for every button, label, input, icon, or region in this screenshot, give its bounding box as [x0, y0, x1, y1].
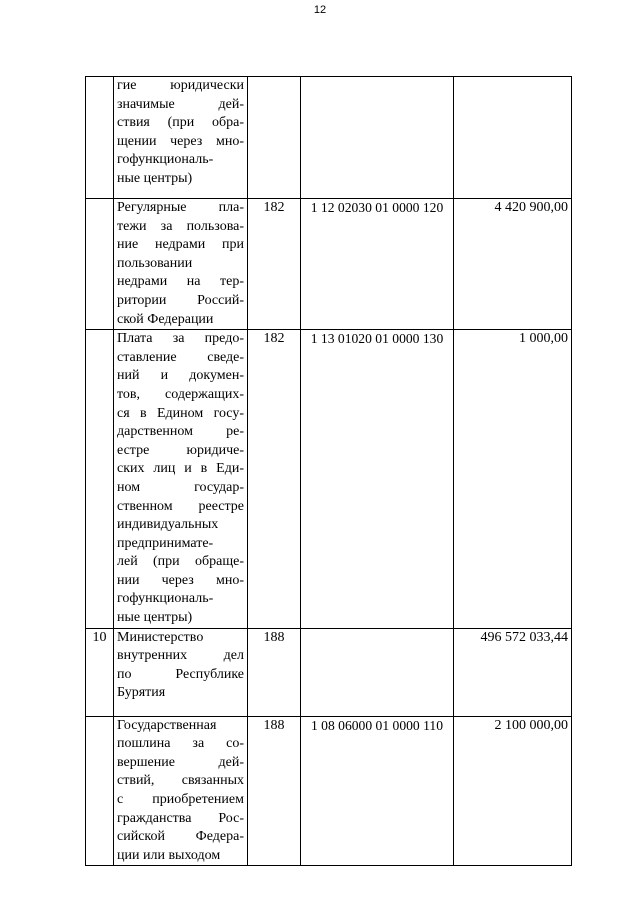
table-row [86, 199, 572, 330]
revenue-name-line: Государственная [117, 717, 217, 733]
revenue-name-line: ствий, связанных [117, 773, 244, 789]
budget-classification-code-cell [301, 628, 454, 716]
table-row [86, 330, 572, 629]
revenue-name-line: щении через мно- [117, 133, 244, 149]
budget-classification-code-cell: 1 13 01020 01 0000 130 [301, 330, 454, 629]
row-number-cell [86, 199, 114, 330]
revenue-name-line: лей (при обраще- [117, 554, 244, 570]
table-row [86, 716, 572, 866]
revenue-name-line: ся в Едином госу- [117, 405, 244, 421]
row-number-cell [86, 716, 114, 866]
amount-cell: 1 000,00 [454, 330, 572, 629]
revenue-name-line: предпринимате- [117, 535, 214, 551]
revenue-name-cell [114, 77, 248, 199]
budget-classification-code-cell: 1 12 02030 01 0000 120 [301, 199, 454, 330]
amount-cell: 4 420 900,00 [454, 199, 572, 330]
revenue-name-line: значимые дей- [117, 96, 244, 112]
revenue-name-line: ном государ- [117, 479, 244, 495]
revenue-name-line: сийской Федера- [117, 829, 244, 845]
revenue-name-cell [114, 199, 248, 330]
revenue-name-line: гофункциональ- [117, 152, 214, 168]
revenue-name-line: ставление сведе- [117, 349, 244, 365]
revenue-name-line: внутренних дел [117, 648, 244, 664]
administrator-code-cell: 182 [248, 330, 301, 629]
revenue-name-line: гофункциональ- [117, 591, 214, 607]
row-number-cell: 10 [86, 628, 114, 716]
revenue-name-line: ции или выходом [117, 847, 221, 863]
revenue-name-line: недрами на тер- [117, 274, 244, 290]
revenue-name-line: Плата за предо- [117, 331, 244, 347]
revenue-name-line: ских лиц и в Еди- [117, 461, 244, 477]
revenue-name-cell [114, 330, 248, 629]
budget-revenue-table [85, 76, 572, 866]
revenue-name-line: ственном реестре [117, 498, 244, 514]
amount-cell: 2 100 000,00 [454, 716, 572, 866]
revenue-name-line: гие юридически [117, 78, 244, 93]
revenue-name-line: тежи за пользова- [117, 218, 244, 234]
revenue-name-line: ные центры) [117, 170, 193, 186]
revenue-name-line: ний и докумен- [117, 368, 244, 384]
revenue-name-line: ской Федерации [117, 311, 214, 327]
administrator-code-cell: 188 [248, 716, 301, 866]
revenue-name-line: естре юридиче- [117, 442, 244, 458]
administrator-code-cell [248, 77, 301, 199]
revenue-name-cell [114, 716, 248, 866]
revenue-name-line: дарственном ре- [117, 424, 244, 440]
revenue-name-line: тов, содержащих- [117, 386, 244, 402]
administrator-code-cell: 182 [248, 199, 301, 330]
revenue-name-line: Бурятия [117, 685, 166, 701]
revenue-name-line: по Республике [117, 666, 244, 682]
row-number-cell [86, 77, 114, 199]
page-number: 12 [313, 4, 327, 16]
revenue-name-line: ритории Россий- [117, 292, 244, 308]
revenue-name-line: пользовании [117, 255, 193, 271]
revenue-name-line: ствия (при обра- [117, 115, 244, 131]
revenue-name-line: ные центры) [117, 610, 193, 626]
table-row [86, 628, 572, 716]
revenue-name-line: с приобретением [117, 792, 244, 808]
table-row [86, 77, 572, 199]
administrator-code-cell: 188 [248, 628, 301, 716]
revenue-name-line: Министерство [117, 629, 204, 645]
revenue-name-line: гражданства Рос- [117, 810, 244, 826]
revenue-name-line: индивидуальных [117, 517, 219, 533]
revenue-name-line: нии через мно- [117, 572, 244, 588]
revenue-name-cell [114, 628, 248, 716]
revenue-name-line: Регулярные пла- [117, 200, 244, 215]
row-number-cell [86, 330, 114, 629]
revenue-name-line: пошлина за со- [117, 736, 244, 752]
budget-classification-code-cell: 1 08 06000 01 0000 110 [301, 716, 454, 866]
amount-cell: 496 572 033,44 [454, 628, 572, 716]
revenue-name-line: вершение дей- [117, 754, 244, 770]
revenue-name-line: ние недрами при [117, 237, 244, 253]
amount-cell [454, 77, 572, 199]
budget-classification-code-cell [301, 77, 454, 199]
